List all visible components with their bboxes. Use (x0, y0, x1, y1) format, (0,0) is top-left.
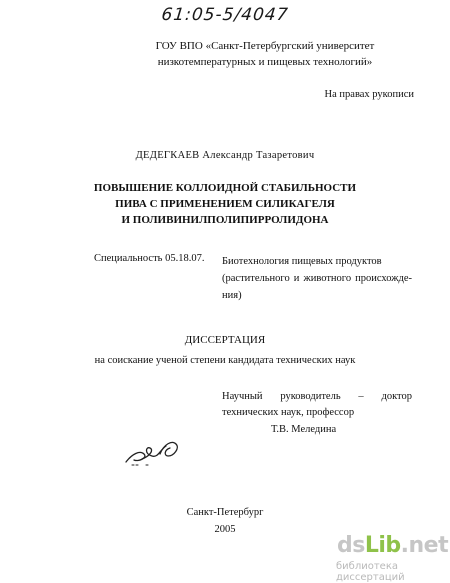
dissertation-title (0, 180, 450, 228)
specialty-value-line-1: Биотехнология пищевых продуктов (222, 256, 382, 267)
institution-line-2: низкотемпературных и пищевых технологий» (157, 56, 373, 68)
title-line-2: ПИВА С ПРИМЕНЕНИЕМ СИЛИКАГЕЛЯ (115, 198, 335, 210)
handwritten-signature-icon (120, 432, 220, 472)
logo-ds: ds (337, 533, 365, 558)
specialty-value-line-3: ния) (222, 290, 242, 301)
supervisor-name: Т.В. Меледина (271, 424, 337, 435)
logo-net: .net (400, 533, 449, 558)
author-name: ДЕДЕГКАЕВ Александр Тазаретович (135, 150, 315, 161)
year: 2005 (214, 524, 236, 535)
title-line-3: И ПОЛИВИНИЛПОЛИПИРРОЛИДОНА (121, 214, 329, 226)
title-line-1: ПОВЫШЕНИЕ КОЛЛОИДНОЙ СТАБИЛЬНОСТИ (93, 182, 357, 194)
institution-line-1: ГОУ ВПО «Санкт-Петербургский университет (155, 40, 375, 52)
institution-header (120, 38, 410, 70)
specialty-value (222, 253, 412, 304)
watermark-subtitle: библиотека диссертаций (336, 561, 405, 583)
specialty-value-line-2: (растительного и животного происхожде- (222, 273, 412, 284)
dslib-logo (337, 533, 448, 558)
supervisor-line-2: технических наук, профессор (222, 407, 355, 418)
logo-lib: Lib (364, 533, 401, 558)
dissertation-heading: ДИССЕРТАЦИЯ (184, 334, 266, 346)
manuscript-rights-note: На правах рукописи (324, 89, 414, 100)
degree-line: на соискание ученой степени кандидата технических наук (94, 355, 356, 366)
city: Санкт-Петербург (186, 507, 264, 518)
handwritten-registration-code: 61:05-5/4047 (160, 5, 290, 25)
specialty-label: Специальность 05.18.07. (94, 253, 205, 264)
supervisor-line-1: Научный руководитель – доктор (222, 391, 412, 402)
